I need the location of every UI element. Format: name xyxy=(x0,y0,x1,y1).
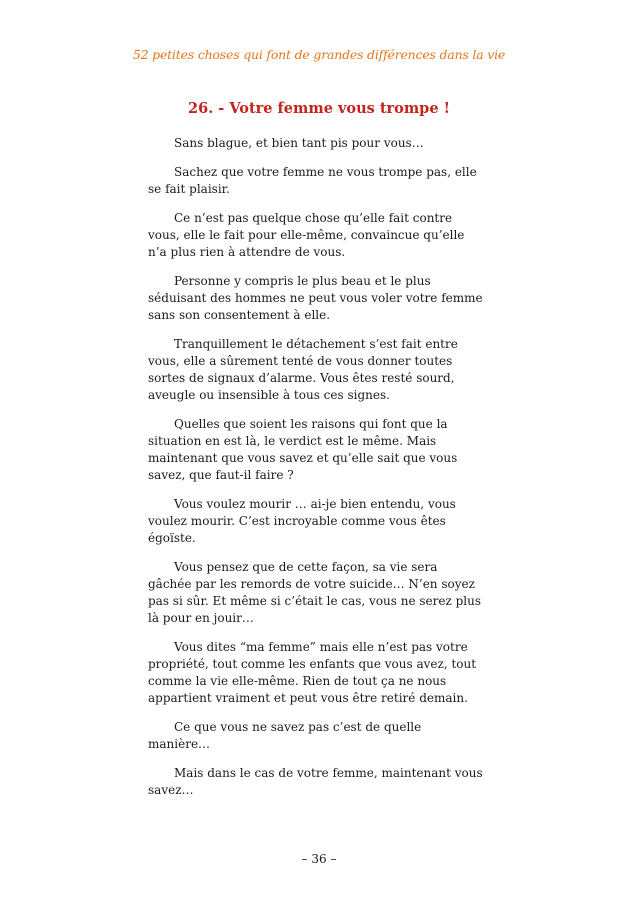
paragraph: Vous pensez que de cette façon, sa vie sera gâchée par les remords de votre suicide… N’en soyez pas si sûr. Et même si c’était le cas, vous ne serez plus là pour en jouir… xyxy=(148,560,482,625)
page-number: – 36 – xyxy=(301,852,337,866)
paragraph: Mais dans le cas de votre femme, maintenant vous savez… xyxy=(148,766,483,797)
chapter-title: 26. - Votre femme vous trompe ! xyxy=(188,100,450,117)
body-text xyxy=(148,135,484,811)
running-header: 52 petites choses qui font de grandes différences dans la vie xyxy=(132,47,506,62)
paragraph: Personne y compris le plus beau et le plus séduisant des hommes ne peut vous voler votre femme sans son consentement à elle. xyxy=(148,274,483,322)
paragraph: Ce que vous ne savez pas c’est de quelle manière… xyxy=(148,720,422,751)
paragraph: Sans blague, et bien tant pis pour vous… xyxy=(174,136,424,150)
paragraph: Vous voulez mourir … ai-je bien entendu, vous voulez mourir. C’est incroyable comme vous êtes égoïste. xyxy=(148,497,456,545)
paragraph: Quelles que soient les raisons qui font que la situation en est là, le verdict est le même. Mais maintenant que vous savez et qu’elle sait que vous savez, que faut-il faire ? xyxy=(148,417,458,482)
paragraph: Sachez que votre femme ne vous trompe pas, elle se fait plaisir. xyxy=(148,165,477,196)
paragraph: Ce n’est pas quelque chose qu’elle fait contre vous, elle le fait pour elle-même, convaincue qu’elle n’a plus rien à attendre de vous. xyxy=(148,211,465,259)
paragraph: Tranquillement le détachement s’est fait entre vous, elle a sûrement tenté de vous donner toutes sortes de signaux d’alarme. Vous êtes resté sourd, aveugle ou insensible à tous ces signes. xyxy=(148,337,458,402)
paragraph: Vous dites “ma femme” mais elle n’est pas votre propriété, tout comme les enfants que vous avez, tout comme la vie elle-même. Rien de tout ça ne nous appartient vraiment et peut vous être retiré demain. xyxy=(148,640,477,705)
